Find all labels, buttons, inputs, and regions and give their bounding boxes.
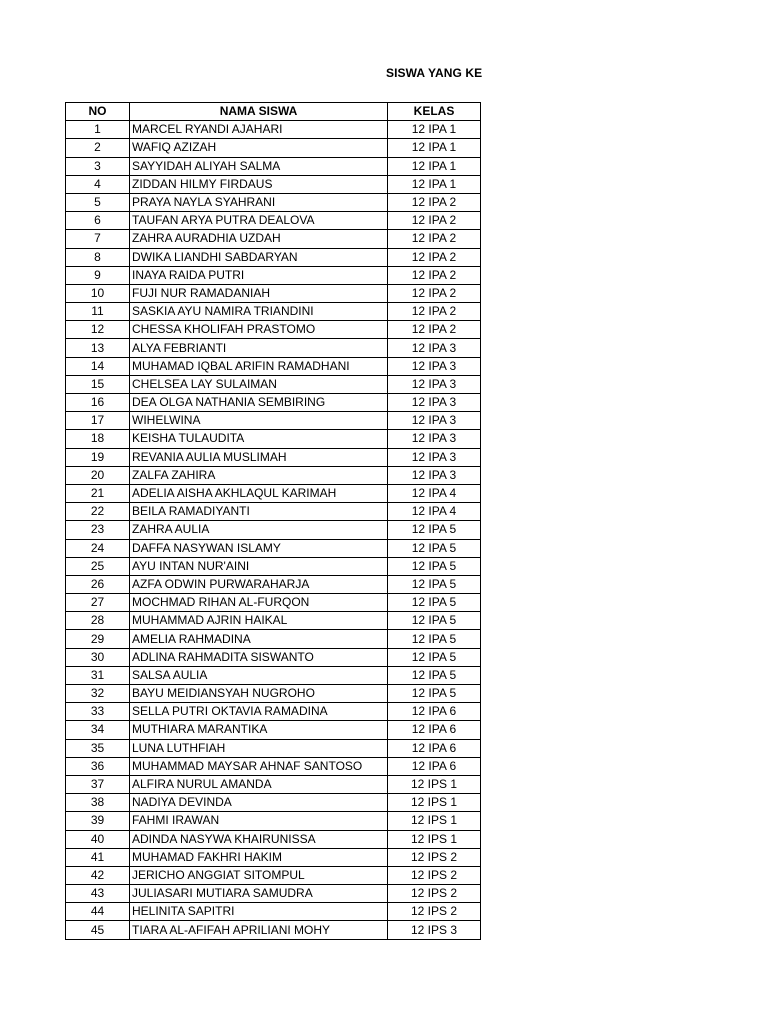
table-row (66, 503, 481, 521)
table-row (66, 375, 481, 393)
row-number: 6 (66, 212, 130, 230)
row-number: 3 (66, 157, 130, 175)
table-row (66, 430, 481, 448)
table-row (66, 466, 481, 484)
student-class: 12 IPA 4 (388, 484, 481, 502)
table-row (66, 612, 481, 630)
student-class: 12 IPS 1 (388, 812, 481, 830)
student-class: 12 IPA 3 (388, 466, 481, 484)
student-name: AZFA ODWIN PURWARAHARJA (130, 575, 388, 593)
student-class: 12 IPA 2 (388, 193, 481, 211)
student-name: ADLINA RAHMADITA SISWANTO (130, 648, 388, 666)
row-number: 26 (66, 575, 130, 593)
student-name: ZAHRA AURADHIA UZDAH (130, 230, 388, 248)
student-class: 12 IPA 1 (388, 121, 481, 139)
student-class: 12 IPA 5 (388, 521, 481, 539)
table-row (66, 139, 481, 157)
student-name: ZALFA ZAHIRA (130, 466, 388, 484)
student-class: 12 IPA 1 (388, 175, 481, 193)
student-name: INAYA RAIDA PUTRI (130, 266, 388, 284)
table-row (66, 248, 481, 266)
student-name: JERICHO ANGGIAT SITOMPUL (130, 866, 388, 884)
row-number: 1 (66, 121, 130, 139)
table-row (66, 921, 481, 939)
table-row (66, 830, 481, 848)
student-name: REVANIA AULIA MUSLIMAH (130, 448, 388, 466)
student-class: 12 IPS 1 (388, 830, 481, 848)
row-number: 39 (66, 812, 130, 830)
table-row (66, 666, 481, 684)
student-class: 12 IPA 5 (388, 575, 481, 593)
row-number: 38 (66, 794, 130, 812)
student-class: 12 IPA 3 (388, 412, 481, 430)
student-class: 12 IPA 6 (388, 757, 481, 775)
table-row (66, 539, 481, 557)
student-name: ZIDDAN HILMY FIRDAUS (130, 175, 388, 193)
table-row (66, 557, 481, 575)
row-number: 12 (66, 321, 130, 339)
row-number: 36 (66, 757, 130, 775)
table-row (66, 739, 481, 757)
student-class: 12 IPS 1 (388, 775, 481, 793)
student-class: 12 IPA 3 (388, 448, 481, 466)
row-number: 42 (66, 866, 130, 884)
student-name: MUHAMMAD MAYSAR AHNAF SANTOSO (130, 757, 388, 775)
student-class: 12 IPA 5 (388, 594, 481, 612)
page-title: SISWA YANG KE (386, 66, 483, 80)
row-number: 30 (66, 648, 130, 666)
table-row (66, 448, 481, 466)
table-row (66, 848, 481, 866)
student-name: SASKIA AYU NAMIRA TRIANDINI (130, 303, 388, 321)
student-class: 12 IPA 3 (388, 394, 481, 412)
student-name: ADINDA NASYWA KHAIRUNISSA (130, 830, 388, 848)
student-class: 12 IPA 2 (388, 321, 481, 339)
student-name: WIHELWINA (130, 412, 388, 430)
student-name: DWIKA LIANDHI SABDARYAN (130, 248, 388, 266)
table-row (66, 794, 481, 812)
table-row (66, 121, 481, 139)
student-name: MUHAMMAD AJRIN HAIKAL (130, 612, 388, 630)
table-row (66, 157, 481, 175)
student-class: 12 IPA 5 (388, 666, 481, 684)
table-row (66, 321, 481, 339)
row-number: 2 (66, 139, 130, 157)
row-number: 23 (66, 521, 130, 539)
row-number: 40 (66, 830, 130, 848)
row-number: 15 (66, 375, 130, 393)
table-row (66, 703, 481, 721)
student-class: 12 IPS 3 (388, 921, 481, 939)
student-class: 12 IPA 2 (388, 230, 481, 248)
student-class: 12 IPA 2 (388, 248, 481, 266)
student-class: 12 IPA 3 (388, 430, 481, 448)
table-header (66, 103, 481, 121)
student-name: BEILA RAMADIYANTI (130, 503, 388, 521)
table-row (66, 484, 481, 502)
student-name: ZAHRA AULIA (130, 521, 388, 539)
row-number: 22 (66, 503, 130, 521)
student-name: AMELIA RAHMADINA (130, 630, 388, 648)
row-number: 4 (66, 175, 130, 193)
row-number: 20 (66, 466, 130, 484)
row-number: 43 (66, 885, 130, 903)
table-row (66, 721, 481, 739)
student-name: ADELIA AISHA AKHLAQUL KARIMAH (130, 484, 388, 502)
column-header-kelas: KELAS (388, 103, 481, 121)
row-number: 11 (66, 303, 130, 321)
table-row (66, 357, 481, 375)
header-row (66, 103, 481, 121)
student-name: DEA OLGA NATHANIA SEMBIRING (130, 394, 388, 412)
student-class: 12 IPA 3 (388, 375, 481, 393)
row-number: 34 (66, 721, 130, 739)
student-name: FAHMI IRAWAN (130, 812, 388, 830)
table-row (66, 339, 481, 357)
student-class: 12 IPA 5 (388, 685, 481, 703)
student-class: 12 IPS 2 (388, 885, 481, 903)
row-number: 14 (66, 357, 130, 375)
student-name: CHESSA KHOLIFAH PRASTOMO (130, 321, 388, 339)
student-class: 12 IPS 2 (388, 866, 481, 884)
table-row (66, 812, 481, 830)
row-number: 19 (66, 448, 130, 466)
student-name: KEISHA TULAUDITA (130, 430, 388, 448)
table-row (66, 575, 481, 593)
row-number: 17 (66, 412, 130, 430)
student-class: 12 IPA 5 (388, 557, 481, 575)
row-number: 9 (66, 266, 130, 284)
table-row (66, 303, 481, 321)
row-number: 33 (66, 703, 130, 721)
student-class: 12 IPA 2 (388, 303, 481, 321)
row-number: 41 (66, 848, 130, 866)
row-number: 29 (66, 630, 130, 648)
row-number: 21 (66, 484, 130, 502)
table-row (66, 903, 481, 921)
student-class: 12 IPS 2 (388, 903, 481, 921)
student-name: CHELSEA LAY SULAIMAN (130, 375, 388, 393)
student-name: ALFIRA NURUL AMANDA (130, 775, 388, 793)
student-class: 12 IPA 1 (388, 139, 481, 157)
student-class: 12 IPA 5 (388, 539, 481, 557)
table-row (66, 284, 481, 302)
student-class: 12 IPA 2 (388, 284, 481, 302)
row-number: 27 (66, 594, 130, 612)
student-class: 12 IPA 5 (388, 630, 481, 648)
row-number: 28 (66, 612, 130, 630)
row-number: 7 (66, 230, 130, 248)
row-number: 31 (66, 666, 130, 684)
table-row (66, 757, 481, 775)
student-class: 12 IPS 2 (388, 848, 481, 866)
student-name: MUTHIARA MARANTIKA (130, 721, 388, 739)
table-row (66, 212, 481, 230)
row-number: 8 (66, 248, 130, 266)
student-name: TAUFAN ARYA PUTRA DEALOVA (130, 212, 388, 230)
student-class: 12 IPA 6 (388, 721, 481, 739)
table-row (66, 521, 481, 539)
student-name: SELLA PUTRI OKTAVIA RAMADINA (130, 703, 388, 721)
student-class: 12 IPA 3 (388, 357, 481, 375)
table-row (66, 630, 481, 648)
table-row (66, 394, 481, 412)
student-class: 12 IPS 1 (388, 794, 481, 812)
student-class: 12 IPA 2 (388, 212, 481, 230)
student-name: DAFFA NASYWAN ISLAMY (130, 539, 388, 557)
student-class: 12 IPA 5 (388, 612, 481, 630)
student-name: ALYA FEBRIANTI (130, 339, 388, 357)
table-row (66, 866, 481, 884)
student-name: WAFIQ AZIZAH (130, 139, 388, 157)
table-row (66, 648, 481, 666)
student-name: TIARA AL-AFIFAH APRILIANI MOHY (130, 921, 388, 939)
column-header-no: NO (66, 103, 130, 121)
row-number: 44 (66, 903, 130, 921)
student-name: SALSA AULIA (130, 666, 388, 684)
student-name: FUJI NUR RAMADANIAH (130, 284, 388, 302)
table-row (66, 266, 481, 284)
row-number: 25 (66, 557, 130, 575)
student-name: MUHAMAD FAKHRI HAKIM (130, 848, 388, 866)
student-class: 12 IPA 4 (388, 503, 481, 521)
row-number: 45 (66, 921, 130, 939)
student-class: 12 IPA 2 (388, 266, 481, 284)
student-name: HELINITA SAPITRI (130, 903, 388, 921)
student-name: JULIASARI MUTIARA SAMUDRA (130, 885, 388, 903)
student-table (65, 102, 481, 940)
table-row (66, 775, 481, 793)
table-row (66, 230, 481, 248)
student-name: LUNA LUTHFIAH (130, 739, 388, 757)
student-name: SAYYIDAH ALIYAH SALMA (130, 157, 388, 175)
table-row (66, 594, 481, 612)
student-name: PRAYA NAYLA SYAHRANI (130, 193, 388, 211)
row-number: 35 (66, 739, 130, 757)
student-name: BAYU MEIDIANSYAH NUGROHO (130, 685, 388, 703)
student-class: 12 IPA 1 (388, 157, 481, 175)
student-name: AYU INTAN NUR'AINI (130, 557, 388, 575)
row-number: 10 (66, 284, 130, 302)
table-row (66, 175, 481, 193)
row-number: 18 (66, 430, 130, 448)
student-name: MUHAMAD IQBAL ARIFIN RAMADHANI (130, 357, 388, 375)
student-class: 12 IPA 6 (388, 703, 481, 721)
row-number: 37 (66, 775, 130, 793)
row-number: 5 (66, 193, 130, 211)
row-number: 13 (66, 339, 130, 357)
column-header-name: NAMA SISWA (130, 103, 388, 121)
table-body (66, 121, 481, 939)
student-name: NADIYA DEVINDA (130, 794, 388, 812)
table-row (66, 885, 481, 903)
student-name: MARCEL RYANDI AJAHARI (130, 121, 388, 139)
table-row (66, 412, 481, 430)
row-number: 16 (66, 394, 130, 412)
row-number: 32 (66, 685, 130, 703)
student-name: MOCHMAD RIHAN AL-FURQON (130, 594, 388, 612)
table-row (66, 193, 481, 211)
student-class: 12 IPA 5 (388, 648, 481, 666)
row-number: 24 (66, 539, 130, 557)
student-class: 12 IPA 6 (388, 739, 481, 757)
student-class: 12 IPA 3 (388, 339, 481, 357)
table-row (66, 685, 481, 703)
